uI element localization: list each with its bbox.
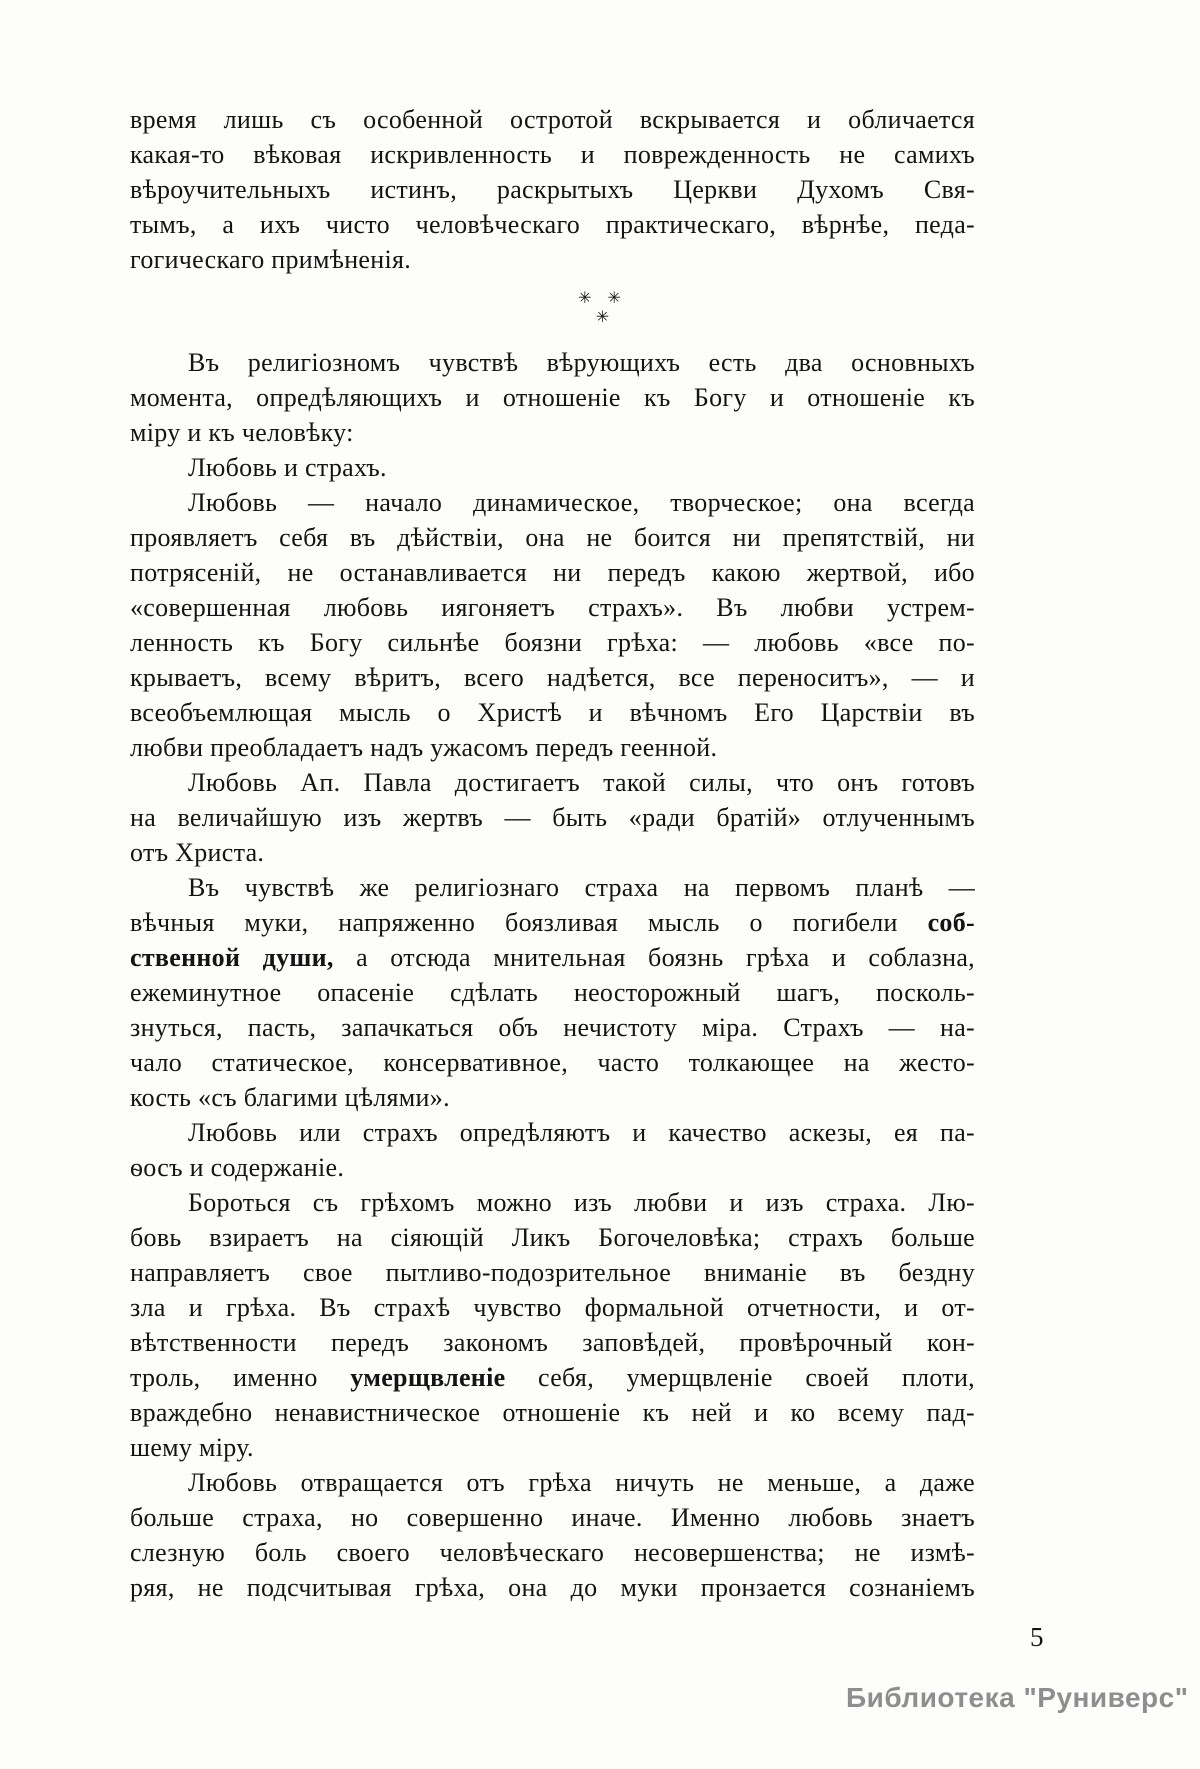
page-number: 5 <box>1030 1622 1044 1652</box>
text-line: любви преобладаетъ надъ ужасомъ передъ геенной. <box>130 733 718 762</box>
text-line: ѳосъ и содержаніе. <box>130 1153 345 1182</box>
text-line: Любовь — начало динамическое, творческое; она всегда <box>188 488 975 517</box>
text-line: Въ чувствѣ же религіознаго страха на первомъ планѣ — <box>188 873 975 902</box>
text-line: зла и грѣха. Въ страхѣ чувство формальной отчетности, и от- <box>130 1293 975 1322</box>
text-line: Бороться съ грѣхомъ можно изъ любви и изъ страха. Лю- <box>188 1188 975 1217</box>
section-divider <box>180 289 1025 327</box>
text-line: троль, именно умерщвленіе себя, умерщвленіе своей плоти, <box>130 1363 975 1392</box>
asterisk-icon: ✳ ✳ <box>578 290 627 307</box>
text-line: какая-то вѣковая искривленность и поврежденность не самихъ <box>130 140 975 169</box>
text-line: вѣтственности передъ закономъ заповѣдей, провѣрочный кон- <box>130 1328 975 1357</box>
paragraph <box>130 1465 975 1605</box>
body-paragraph-block <box>130 345 975 1605</box>
text-line: вѣроучительныхъ истинъ, раскрытыхъ Церкви Духомъ Свя- <box>130 175 975 204</box>
text-line: враждебно ненавистническое отношеніе къ ней и ко всему пад- <box>130 1398 975 1427</box>
paragraph <box>130 765 975 870</box>
paragraph <box>130 102 975 277</box>
text-line: момента, опредѣляющихъ и отношеніе къ Богу и отношеніе къ <box>130 383 975 412</box>
text-line: Любовь или страхъ опредѣляютъ и качество аскезы, ея па- <box>188 1118 975 1147</box>
library-watermark: Библиотека "Руниверс" <box>846 1682 1189 1713</box>
paragraph <box>130 1115 975 1185</box>
text-line: міру и къ человѣку: <box>130 418 354 447</box>
text-line: знуться, пасть, запачкаться объ нечистоту міра. Страхъ — на- <box>130 1013 975 1042</box>
text-line: ственной души, а отсюда мнительная боязнь грѣха и соблазна, <box>130 943 975 972</box>
text-line: «совершенная любовь иягоняетъ страхъ». Въ любви устрем- <box>130 593 975 622</box>
text-line: кость «съ благими цѣлями». <box>130 1083 450 1112</box>
asterisk-icon: ✳ <box>595 309 610 326</box>
text-line: отъ Христа. <box>130 838 265 867</box>
text-line: Въ религіозномъ чувствѣ вѣрующихъ есть два основныхъ <box>188 348 975 377</box>
text-line: всеобъемлющая мысль о Христѣ и вѣчномъ Его Царствіи въ <box>130 698 975 727</box>
text-line: ряя, не подсчитывая грѣха, она до муки пронзается сознаніемъ <box>130 1573 975 1602</box>
text-line: гогическаго примѣненія. <box>130 245 412 274</box>
text-line: потрясеній, не останавливается ни передъ какою жертвой, ибо <box>130 558 975 587</box>
text-line: крываетъ, всему вѣритъ, всего надѣется, все переноситъ», — и <box>130 663 975 692</box>
text-line: Любовь отвращается отъ грѣха ничуть не меньше, а даже <box>188 1468 975 1497</box>
text-line: чало статическое, консервативное, часто толкающее на жесто- <box>130 1048 975 1077</box>
text-line: Любовь и страхъ. <box>188 453 387 482</box>
paragraph <box>130 450 975 485</box>
text-line: шему міру. <box>130 1433 254 1462</box>
text-line: направляетъ свое пытливо-подозрительное вниманіе въ бездну <box>130 1258 975 1287</box>
text-line: вѣчныя муки, напряженно боязливая мысль о погибели соб- <box>130 908 975 937</box>
text-line: проявляетъ себя въ дѣйствіи, она не боится ни препятствій, ни <box>130 523 975 552</box>
paragraph <box>130 870 975 1115</box>
text-line: слезную боль своего человѣческаго несовершенства; не измѣ- <box>130 1538 975 1567</box>
paragraph <box>130 1185 975 1465</box>
text-line: бовь взираетъ на сіяющій Ликъ Богочеловѣка; страхъ больше <box>130 1223 975 1252</box>
text-line: время лишь съ особенной остротой вскрывается и обличается <box>130 105 975 134</box>
text-column <box>130 102 975 1605</box>
paragraph <box>130 485 975 765</box>
text-line: больше страха, но совершенно иначе. Именно любовь знаетъ <box>130 1503 975 1532</box>
text-line: Любовь Ап. Павла достигаетъ такой силы, что онъ готовъ <box>188 768 975 797</box>
text-line: тымъ, а ихъ чисто человѣческаго практическаго, вѣрнѣе, педа- <box>130 210 975 239</box>
text-line: на величайшую изъ жертвъ — быть «ради братій» отлученнымъ <box>130 803 975 832</box>
paragraph <box>130 345 975 450</box>
continued-paragraph-block <box>130 102 975 277</box>
text-line: ленность къ Богу сильнѣе боязни грѣха: — любовь «все по- <box>130 628 975 657</box>
text-line: ежеминутное опасеніе сдѣлать неосторожный шагъ, посколь- <box>130 978 975 1007</box>
